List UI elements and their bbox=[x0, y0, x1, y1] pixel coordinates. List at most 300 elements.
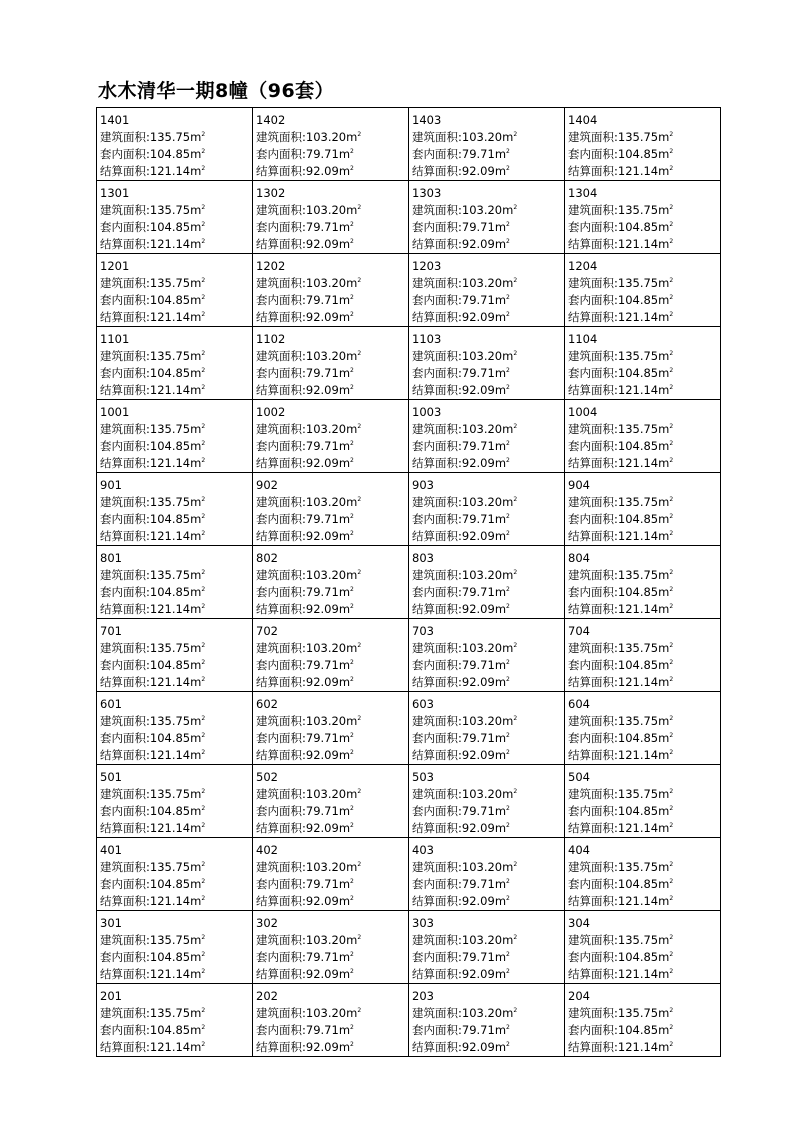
inner-area-value: 104.85 bbox=[149, 147, 191, 161]
settlement-area-value: 121.14 bbox=[617, 310, 659, 324]
room-number-value: 1302 bbox=[256, 186, 286, 200]
square-meter-unit: m bbox=[190, 602, 202, 616]
inner-area-value: 79.71 bbox=[461, 585, 495, 599]
room-number-value: 1002 bbox=[256, 405, 286, 419]
square-meter-superscript: 2 bbox=[350, 294, 354, 301]
settlement-area-label: 结算面积: bbox=[256, 748, 306, 762]
inner-area bbox=[100, 292, 252, 309]
square-meter-unit: m bbox=[338, 731, 351, 745]
building-area-value: 135.75 bbox=[149, 203, 191, 217]
building-area-label: 建筑面积: bbox=[568, 860, 618, 874]
building-area-value: 103.20 bbox=[305, 860, 347, 874]
square-meter-unit: m bbox=[190, 422, 202, 436]
room-number bbox=[568, 842, 720, 859]
square-meter-superscript: 2 bbox=[669, 732, 674, 739]
building-area bbox=[412, 275, 564, 292]
square-meter-unit: m bbox=[494, 602, 507, 616]
inner-area-label: 套内面积: bbox=[568, 804, 618, 818]
settlement-area-value: 121.14 bbox=[617, 456, 659, 470]
room-number-value: 1203 bbox=[412, 259, 442, 273]
building-area-value: 103.20 bbox=[461, 422, 503, 436]
settlement-area bbox=[256, 236, 408, 253]
square-meter-unit: m bbox=[494, 293, 507, 307]
inner-area-label: 套内面积: bbox=[412, 658, 462, 672]
square-meter-superscript: 2 bbox=[201, 496, 206, 503]
square-meter-superscript: 2 bbox=[201, 951, 206, 958]
building-area-label: 建筑面积: bbox=[100, 495, 150, 509]
room-number bbox=[412, 769, 564, 786]
building-area bbox=[568, 640, 720, 657]
square-meter-unit: m bbox=[190, 967, 202, 981]
settlement-area-value: 92.09 bbox=[305, 748, 339, 762]
settlement-area bbox=[412, 893, 564, 910]
unit-cell bbox=[409, 473, 565, 546]
building-area-label: 建筑面积: bbox=[412, 276, 462, 290]
settlement-area bbox=[568, 455, 720, 472]
settlement-area-value: 92.09 bbox=[461, 529, 495, 543]
inner-area-label: 套内面积: bbox=[256, 147, 306, 161]
unit-cell bbox=[409, 327, 565, 400]
building-area-label: 建筑面积: bbox=[568, 714, 618, 728]
settlement-area-value: 92.09 bbox=[305, 456, 339, 470]
inner-area-value: 104.85 bbox=[149, 877, 191, 891]
inner-area-value: 79.71 bbox=[305, 877, 339, 891]
unit-cell bbox=[565, 327, 721, 400]
square-meter-superscript: 2 bbox=[201, 1024, 206, 1031]
square-meter-unit: m bbox=[338, 658, 351, 672]
settlement-area bbox=[256, 747, 408, 764]
building-area bbox=[568, 202, 720, 219]
unit-cell bbox=[253, 473, 409, 546]
inner-area-value: 79.71 bbox=[305, 220, 339, 234]
settlement-area-label: 结算面积: bbox=[412, 967, 462, 981]
building-area-value: 103.20 bbox=[461, 641, 503, 655]
settlement-area-value: 121.14 bbox=[149, 529, 191, 543]
square-meter-unit: m bbox=[190, 877, 202, 891]
unit-cell bbox=[97, 765, 253, 838]
building-area-value: 103.20 bbox=[305, 933, 347, 947]
unit-cell bbox=[97, 254, 253, 327]
square-meter-superscript: 2 bbox=[201, 384, 206, 391]
room-number-value: 702 bbox=[256, 624, 278, 638]
building-area-value: 103.20 bbox=[461, 714, 503, 728]
square-meter-superscript: 2 bbox=[357, 496, 362, 503]
inner-area bbox=[568, 730, 720, 747]
inner-area-value: 104.85 bbox=[617, 877, 659, 891]
square-meter-unit: m bbox=[494, 456, 507, 470]
square-meter-superscript: 2 bbox=[506, 732, 510, 739]
square-meter-superscript: 2 bbox=[669, 165, 674, 172]
unit-cell bbox=[253, 254, 409, 327]
unit-cell bbox=[409, 546, 565, 619]
building-area-label: 建筑面积: bbox=[256, 495, 306, 509]
unit-cell bbox=[409, 838, 565, 911]
square-meter-superscript: 2 bbox=[201, 131, 206, 138]
building-area bbox=[412, 859, 564, 876]
room-number bbox=[100, 842, 252, 859]
square-meter-unit: m bbox=[190, 714, 202, 728]
settlement-area-value: 121.14 bbox=[617, 237, 659, 251]
square-meter-unit: m bbox=[494, 821, 507, 835]
room-number bbox=[256, 258, 408, 275]
room-number bbox=[256, 842, 408, 859]
inner-area-value: 79.71 bbox=[305, 658, 339, 672]
square-meter-superscript: 2 bbox=[350, 822, 354, 829]
inner-area-label: 套内面积: bbox=[256, 366, 306, 380]
unit-cell bbox=[253, 546, 409, 619]
building-area-label: 建筑面积: bbox=[568, 933, 618, 947]
square-meter-unit: m bbox=[190, 1023, 202, 1037]
building-area bbox=[100, 932, 252, 949]
building-area-label: 建筑面积: bbox=[412, 1006, 462, 1020]
square-meter-unit: m bbox=[190, 164, 202, 178]
square-meter-unit: m bbox=[658, 349, 670, 363]
square-meter-superscript: 2 bbox=[669, 1041, 674, 1048]
building-area bbox=[256, 202, 408, 219]
building-area bbox=[412, 202, 564, 219]
inner-area-label: 套内面积: bbox=[100, 731, 150, 745]
unit-cell bbox=[409, 692, 565, 765]
settlement-area-value: 92.09 bbox=[305, 529, 339, 543]
inner-area bbox=[100, 876, 252, 893]
square-meter-unit: m bbox=[658, 748, 670, 762]
unit-cell bbox=[565, 254, 721, 327]
settlement-area bbox=[256, 309, 408, 326]
unit-cell bbox=[253, 619, 409, 692]
building-area bbox=[100, 1005, 252, 1022]
square-meter-superscript: 2 bbox=[357, 131, 362, 138]
square-meter-unit: m bbox=[190, 147, 202, 161]
inner-area-value: 79.71 bbox=[461, 220, 495, 234]
settlement-area-label: 结算面积: bbox=[256, 383, 306, 397]
building-area-label: 建筑面积: bbox=[100, 203, 150, 217]
settlement-area-label: 结算面积: bbox=[100, 164, 150, 178]
square-meter-unit: m bbox=[658, 731, 670, 745]
building-area bbox=[568, 713, 720, 730]
square-meter-superscript: 2 bbox=[350, 659, 354, 666]
settlement-area-value: 121.14 bbox=[149, 748, 191, 762]
room-number-value: 501 bbox=[100, 770, 122, 784]
square-meter-superscript: 2 bbox=[669, 384, 674, 391]
building-area-label: 建筑面积: bbox=[412, 568, 462, 582]
square-meter-unit: m bbox=[338, 1040, 351, 1054]
inner-area-value: 79.71 bbox=[461, 731, 495, 745]
settlement-area-label: 结算面积: bbox=[568, 821, 618, 835]
square-meter-unit: m bbox=[338, 439, 351, 453]
building-area-value: 103.20 bbox=[305, 714, 347, 728]
square-meter-superscript: 2 bbox=[201, 204, 206, 211]
settlement-area bbox=[568, 309, 720, 326]
building-area bbox=[256, 275, 408, 292]
square-meter-unit: m bbox=[658, 529, 670, 543]
square-meter-superscript: 2 bbox=[357, 861, 362, 868]
square-meter-unit: m bbox=[190, 894, 202, 908]
settlement-area-value: 92.09 bbox=[461, 821, 495, 835]
square-meter-unit: m bbox=[346, 860, 358, 874]
square-meter-unit: m bbox=[502, 568, 514, 582]
settlement-area bbox=[256, 893, 408, 910]
square-meter-superscript: 2 bbox=[669, 530, 674, 537]
square-meter-unit: m bbox=[190, 276, 202, 290]
inner-area-label: 套内面积: bbox=[412, 512, 462, 526]
building-area-label: 建筑面积: bbox=[256, 714, 306, 728]
inner-area bbox=[412, 1022, 564, 1039]
room-number bbox=[100, 258, 252, 275]
square-meter-unit: m bbox=[502, 1006, 514, 1020]
square-meter-superscript: 2 bbox=[506, 659, 510, 666]
square-meter-unit: m bbox=[494, 585, 507, 599]
building-area-label: 建筑面积: bbox=[412, 641, 462, 655]
unit-cell bbox=[97, 619, 253, 692]
inner-area bbox=[256, 584, 408, 601]
inner-area bbox=[100, 511, 252, 528]
settlement-area-label: 结算面积: bbox=[412, 894, 462, 908]
room-number bbox=[568, 477, 720, 494]
inner-area-value: 104.85 bbox=[617, 147, 659, 161]
room-number-value: 1001 bbox=[100, 405, 130, 419]
settlement-area bbox=[256, 455, 408, 472]
inner-area-value: 79.71 bbox=[305, 293, 339, 307]
square-meter-superscript: 2 bbox=[506, 165, 510, 172]
table-row bbox=[97, 692, 721, 765]
building-area-value: 135.75 bbox=[149, 641, 191, 655]
square-meter-superscript: 2 bbox=[357, 423, 362, 430]
settlement-area-value: 92.09 bbox=[461, 748, 495, 762]
inner-area-label: 套内面积: bbox=[412, 220, 462, 234]
inner-area-label: 套内面积: bbox=[100, 804, 150, 818]
building-area-label: 建筑面积: bbox=[256, 933, 306, 947]
building-area bbox=[256, 640, 408, 657]
square-meter-unit: m bbox=[346, 130, 358, 144]
settlement-area-value: 92.09 bbox=[461, 164, 495, 178]
table-row bbox=[97, 546, 721, 619]
unit-cell bbox=[97, 327, 253, 400]
square-meter-superscript: 2 bbox=[669, 204, 674, 211]
square-meter-unit: m bbox=[190, 203, 202, 217]
inner-area-value: 104.85 bbox=[149, 512, 191, 526]
settlement-area-value: 92.09 bbox=[305, 821, 339, 835]
square-meter-unit: m bbox=[338, 383, 351, 397]
settlement-area-label: 结算面积: bbox=[100, 1040, 150, 1054]
square-meter-unit: m bbox=[658, 933, 670, 947]
square-meter-superscript: 2 bbox=[669, 457, 674, 464]
square-meter-unit: m bbox=[658, 456, 670, 470]
square-meter-unit: m bbox=[658, 293, 670, 307]
square-meter-unit: m bbox=[338, 950, 351, 964]
settlement-area-label: 结算面积: bbox=[568, 967, 618, 981]
building-area-value: 103.20 bbox=[461, 933, 503, 947]
square-meter-unit: m bbox=[494, 366, 507, 380]
square-meter-superscript: 2 bbox=[669, 221, 674, 228]
square-meter-superscript: 2 bbox=[201, 659, 206, 666]
building-area-value: 135.75 bbox=[149, 349, 191, 363]
square-meter-unit: m bbox=[346, 714, 358, 728]
building-area-label: 建筑面积: bbox=[568, 276, 618, 290]
settlement-area-value: 121.14 bbox=[149, 1040, 191, 1054]
building-area-label: 建筑面积: bbox=[568, 130, 618, 144]
room-number bbox=[256, 477, 408, 494]
room-number bbox=[412, 112, 564, 129]
square-meter-superscript: 2 bbox=[669, 934, 674, 941]
square-meter-unit: m bbox=[494, 164, 507, 178]
square-meter-unit: m bbox=[658, 894, 670, 908]
settlement-area bbox=[412, 236, 564, 253]
settlement-area-label: 结算面积: bbox=[100, 529, 150, 543]
inner-area bbox=[256, 219, 408, 236]
square-meter-unit: m bbox=[502, 422, 514, 436]
building-area-label: 建筑面积: bbox=[256, 130, 306, 144]
room-number bbox=[568, 550, 720, 567]
building-area bbox=[568, 1005, 720, 1022]
table-row bbox=[97, 838, 721, 911]
square-meter-superscript: 2 bbox=[201, 732, 206, 739]
settlement-area-value: 121.14 bbox=[617, 529, 659, 543]
square-meter-unit: m bbox=[502, 787, 514, 801]
unit-cell bbox=[97, 984, 253, 1057]
table-row bbox=[97, 327, 721, 400]
settlement-area-value: 121.14 bbox=[149, 164, 191, 178]
building-area bbox=[412, 932, 564, 949]
square-meter-unit: m bbox=[658, 237, 670, 251]
square-meter-unit: m bbox=[658, 585, 670, 599]
square-meter-superscript: 2 bbox=[506, 513, 510, 520]
room-number bbox=[568, 331, 720, 348]
room-number-value: 1103 bbox=[412, 332, 442, 346]
unit-cell bbox=[565, 765, 721, 838]
inner-area-value: 104.85 bbox=[149, 950, 191, 964]
square-meter-unit: m bbox=[338, 529, 351, 543]
inner-area-value: 104.85 bbox=[617, 1023, 659, 1037]
square-meter-unit: m bbox=[190, 568, 202, 582]
square-meter-unit: m bbox=[658, 641, 670, 655]
settlement-area-value: 121.14 bbox=[617, 602, 659, 616]
room-number bbox=[568, 769, 720, 786]
table-row bbox=[97, 911, 721, 984]
building-area-value: 103.20 bbox=[305, 203, 347, 217]
square-meter-superscript: 2 bbox=[350, 457, 354, 464]
square-meter-unit: m bbox=[338, 748, 351, 762]
building-area bbox=[256, 348, 408, 365]
square-meter-unit: m bbox=[338, 602, 351, 616]
settlement-area-label: 结算面积: bbox=[256, 894, 306, 908]
inner-area-value: 104.85 bbox=[617, 512, 659, 526]
inner-area-value: 79.71 bbox=[461, 147, 495, 161]
square-meter-unit: m bbox=[346, 349, 358, 363]
building-area bbox=[256, 859, 408, 876]
building-area-label: 建筑面积: bbox=[256, 568, 306, 582]
square-meter-superscript: 2 bbox=[201, 569, 206, 576]
inner-area bbox=[412, 146, 564, 163]
inner-area bbox=[256, 511, 408, 528]
inner-area bbox=[568, 146, 720, 163]
inner-area-label: 套内面积: bbox=[256, 1023, 306, 1037]
room-number-value: 701 bbox=[100, 624, 122, 638]
room-number bbox=[568, 988, 720, 1005]
inner-area-value: 104.85 bbox=[617, 366, 659, 380]
settlement-area bbox=[412, 528, 564, 545]
inner-area-value: 104.85 bbox=[617, 585, 659, 599]
unit-cell bbox=[409, 254, 565, 327]
square-meter-superscript: 2 bbox=[669, 676, 674, 683]
square-meter-unit: m bbox=[494, 658, 507, 672]
square-meter-superscript: 2 bbox=[357, 715, 362, 722]
square-meter-superscript: 2 bbox=[357, 569, 362, 576]
square-meter-superscript: 2 bbox=[669, 822, 674, 829]
building-area-label: 建筑面积: bbox=[100, 641, 150, 655]
settlement-area-label: 结算面积: bbox=[256, 821, 306, 835]
square-meter-superscript: 2 bbox=[201, 530, 206, 537]
square-meter-unit: m bbox=[190, 585, 202, 599]
room-number bbox=[100, 623, 252, 640]
unit-cell bbox=[253, 400, 409, 473]
room-number-value: 204 bbox=[568, 989, 590, 1003]
settlement-area-label: 结算面积: bbox=[256, 237, 306, 251]
inner-area-label: 套内面积: bbox=[412, 877, 462, 891]
inner-area-label: 套内面积: bbox=[568, 439, 618, 453]
room-number-value: 803 bbox=[412, 551, 434, 565]
inner-area bbox=[568, 876, 720, 893]
settlement-area bbox=[568, 1039, 720, 1056]
room-number-value: 1202 bbox=[256, 259, 286, 273]
square-meter-superscript: 2 bbox=[513, 1007, 518, 1014]
square-meter-unit: m bbox=[502, 130, 514, 144]
settlement-area-label: 结算面积: bbox=[412, 529, 462, 543]
room-number bbox=[100, 988, 252, 1005]
square-meter-superscript: 2 bbox=[350, 530, 354, 537]
settlement-area-label: 结算面积: bbox=[100, 894, 150, 908]
square-meter-unit: m bbox=[338, 366, 351, 380]
room-number bbox=[256, 404, 408, 421]
square-meter-unit: m bbox=[502, 933, 514, 947]
inner-area bbox=[256, 730, 408, 747]
settlement-area bbox=[568, 601, 720, 618]
settlement-area-value: 92.09 bbox=[461, 894, 495, 908]
square-meter-unit: m bbox=[658, 422, 670, 436]
unit-cell bbox=[97, 911, 253, 984]
inner-area bbox=[412, 803, 564, 820]
inner-area-label: 套内面积: bbox=[100, 293, 150, 307]
square-meter-unit: m bbox=[190, 860, 202, 874]
inner-area-label: 套内面积: bbox=[256, 804, 306, 818]
building-area-value: 135.75 bbox=[149, 568, 191, 582]
table-row bbox=[97, 619, 721, 692]
inner-area bbox=[412, 657, 564, 674]
square-meter-unit: m bbox=[658, 512, 670, 526]
inner-area-label: 套内面积: bbox=[100, 366, 150, 380]
room-number-value: 403 bbox=[412, 843, 434, 857]
square-meter-unit: m bbox=[346, 203, 358, 217]
table-row bbox=[97, 400, 721, 473]
building-area-label: 建筑面积: bbox=[100, 787, 150, 801]
unit-cell bbox=[409, 619, 565, 692]
square-meter-superscript: 2 bbox=[506, 148, 510, 155]
room-number-value: 904 bbox=[568, 478, 590, 492]
square-meter-superscript: 2 bbox=[350, 951, 354, 958]
settlement-area bbox=[100, 163, 252, 180]
square-meter-superscript: 2 bbox=[201, 861, 206, 868]
building-area-label: 建筑面积: bbox=[100, 714, 150, 728]
settlement-area bbox=[412, 455, 564, 472]
inner-area-value: 104.85 bbox=[149, 366, 191, 380]
room-number-value: 801 bbox=[100, 551, 122, 565]
unit-cell bbox=[565, 838, 721, 911]
square-meter-unit: m bbox=[338, 147, 351, 161]
building-area-value: 103.20 bbox=[305, 495, 347, 509]
inner-area-label: 套内面积: bbox=[568, 658, 618, 672]
settlement-area bbox=[100, 236, 252, 253]
room-number bbox=[256, 112, 408, 129]
square-meter-superscript: 2 bbox=[669, 423, 674, 430]
